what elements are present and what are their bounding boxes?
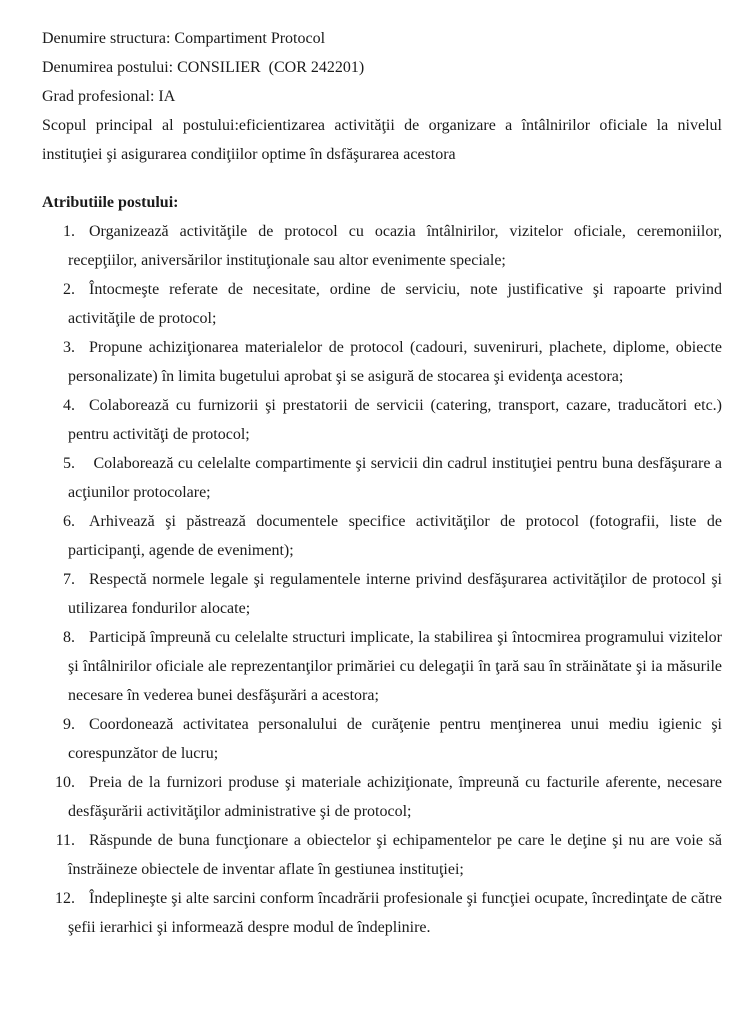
list-item (42, 217, 722, 275)
list-item-text: Arhivează şi păstrează documentele specifice activităţilor de protocol (fotografii, liste de participanţi, agende de eveniment); (68, 513, 722, 559)
list-item-text: Propune achiziţionarea materialelor de protocol (cadouri, suveniruri, plachete, diplome, obiecte personalizate) în limita bugetului aprobat şi se asigură de stocarea şi evidenţa acestora; (68, 339, 722, 385)
list-item-number: 10. (55, 774, 75, 791)
list-item-number: 3. (63, 339, 75, 356)
position-purpose: Scopul principal al postului:eficientizarea activităţii de organizare a întâlnirilor oficiale la nivelul instituţiei şi asigurarea condiţiilor optime în dsfăşurarea acestora (42, 117, 722, 163)
list-item (42, 884, 722, 942)
list-item (42, 768, 722, 826)
list-item (42, 826, 722, 884)
list-item-text: Participă împreună cu celelalte structuri implicate, la stabilirea şi întocmirea programului vizitelor şi întâlnirilor oficiale ale reprezentanţilor primăriei cu delegaţii în ţară sau în străinătate şi ia măsurile necesare în vederea bunei desfăşurări a acestora; (68, 629, 722, 704)
list-item (42, 623, 722, 710)
list-item-number: 2. (63, 281, 75, 298)
list-item-number: 11. (55, 832, 75, 849)
attributions-heading: Atributiile postului: (42, 194, 179, 211)
list-item (42, 565, 722, 623)
list-item (42, 275, 722, 333)
list-item-number: 7. (63, 571, 75, 588)
list-item-number: 5. (63, 455, 75, 472)
list-item-text: Organizează activităţile de protocol cu ocazia întâlnirilor, vizitelor oficiale, ceremoniilor, recepţiilor, aniversărilor instituţionale sau altor evenimente speciale; (68, 223, 722, 269)
list-item (42, 391, 722, 449)
list-item-number: 1. (63, 223, 75, 240)
list-item-text: Colaborează cu celelalte compartimente şi servicii din cadrul instituţiei pentru buna desfăşurare a acţiunilor protocolare; (68, 455, 722, 501)
list-item-text: Răspunde de buna funcţionare a obiectelor şi echipamentelor pe care le deţine şi nu are voie să înstrăineze obiectele de inventar aflate în gestiunea instituţiei; (68, 832, 722, 878)
list-item (42, 333, 722, 391)
attributions-list (42, 217, 722, 942)
list-item (42, 710, 722, 768)
field-position-name: Denumirea postului: CONSILIER (COR 242201) (42, 59, 365, 76)
list-item-text: Respectă normele legale şi regulamentele interne privind desfăşurarea activităţilor de protocol şi utilizarea fondurilor alocate; (68, 571, 722, 617)
list-item-number: 9. (63, 716, 75, 733)
field-professional-grade: Grad profesional: IA (42, 88, 176, 105)
field-structure-name: Denumire structura: Compartiment Protocol (42, 30, 326, 47)
list-item-text: Întocmeşte referate de necesitate, ordine de serviciu, note justificative şi rapoarte privind activităţile de protocol; (68, 281, 722, 327)
list-item-text: Coordonează activitatea personalului de curăţenie pentru menţinerea unui mediu igienic şi corespunzător de lucru; (68, 716, 722, 762)
list-item-number: 12. (55, 890, 75, 907)
list-item (42, 507, 722, 565)
list-item-number: 6. (63, 513, 75, 530)
list-item-text: Preia de la furnizori produse şi materiale achiziţionate, împreună cu facturile aferente, necesare desfăşurării activităţilor administrative şi de protocol; (68, 774, 722, 820)
list-item (42, 449, 722, 507)
list-item-text: Colaborează cu furnizorii şi prestatorii de servicii (catering, transport, cazare, traducători etc.) pentru activităţi de protocol; (68, 397, 722, 443)
list-item-number: 4. (63, 397, 75, 414)
list-item-number: 8. (63, 629, 75, 646)
list-item-text: Îndeplineşte şi alte sarcini conform încadrării profesionale şi funcţiei ocupate, încredinţate de către şefii ierarhici şi informează despre modul de îndeplinire. (68, 890, 722, 936)
